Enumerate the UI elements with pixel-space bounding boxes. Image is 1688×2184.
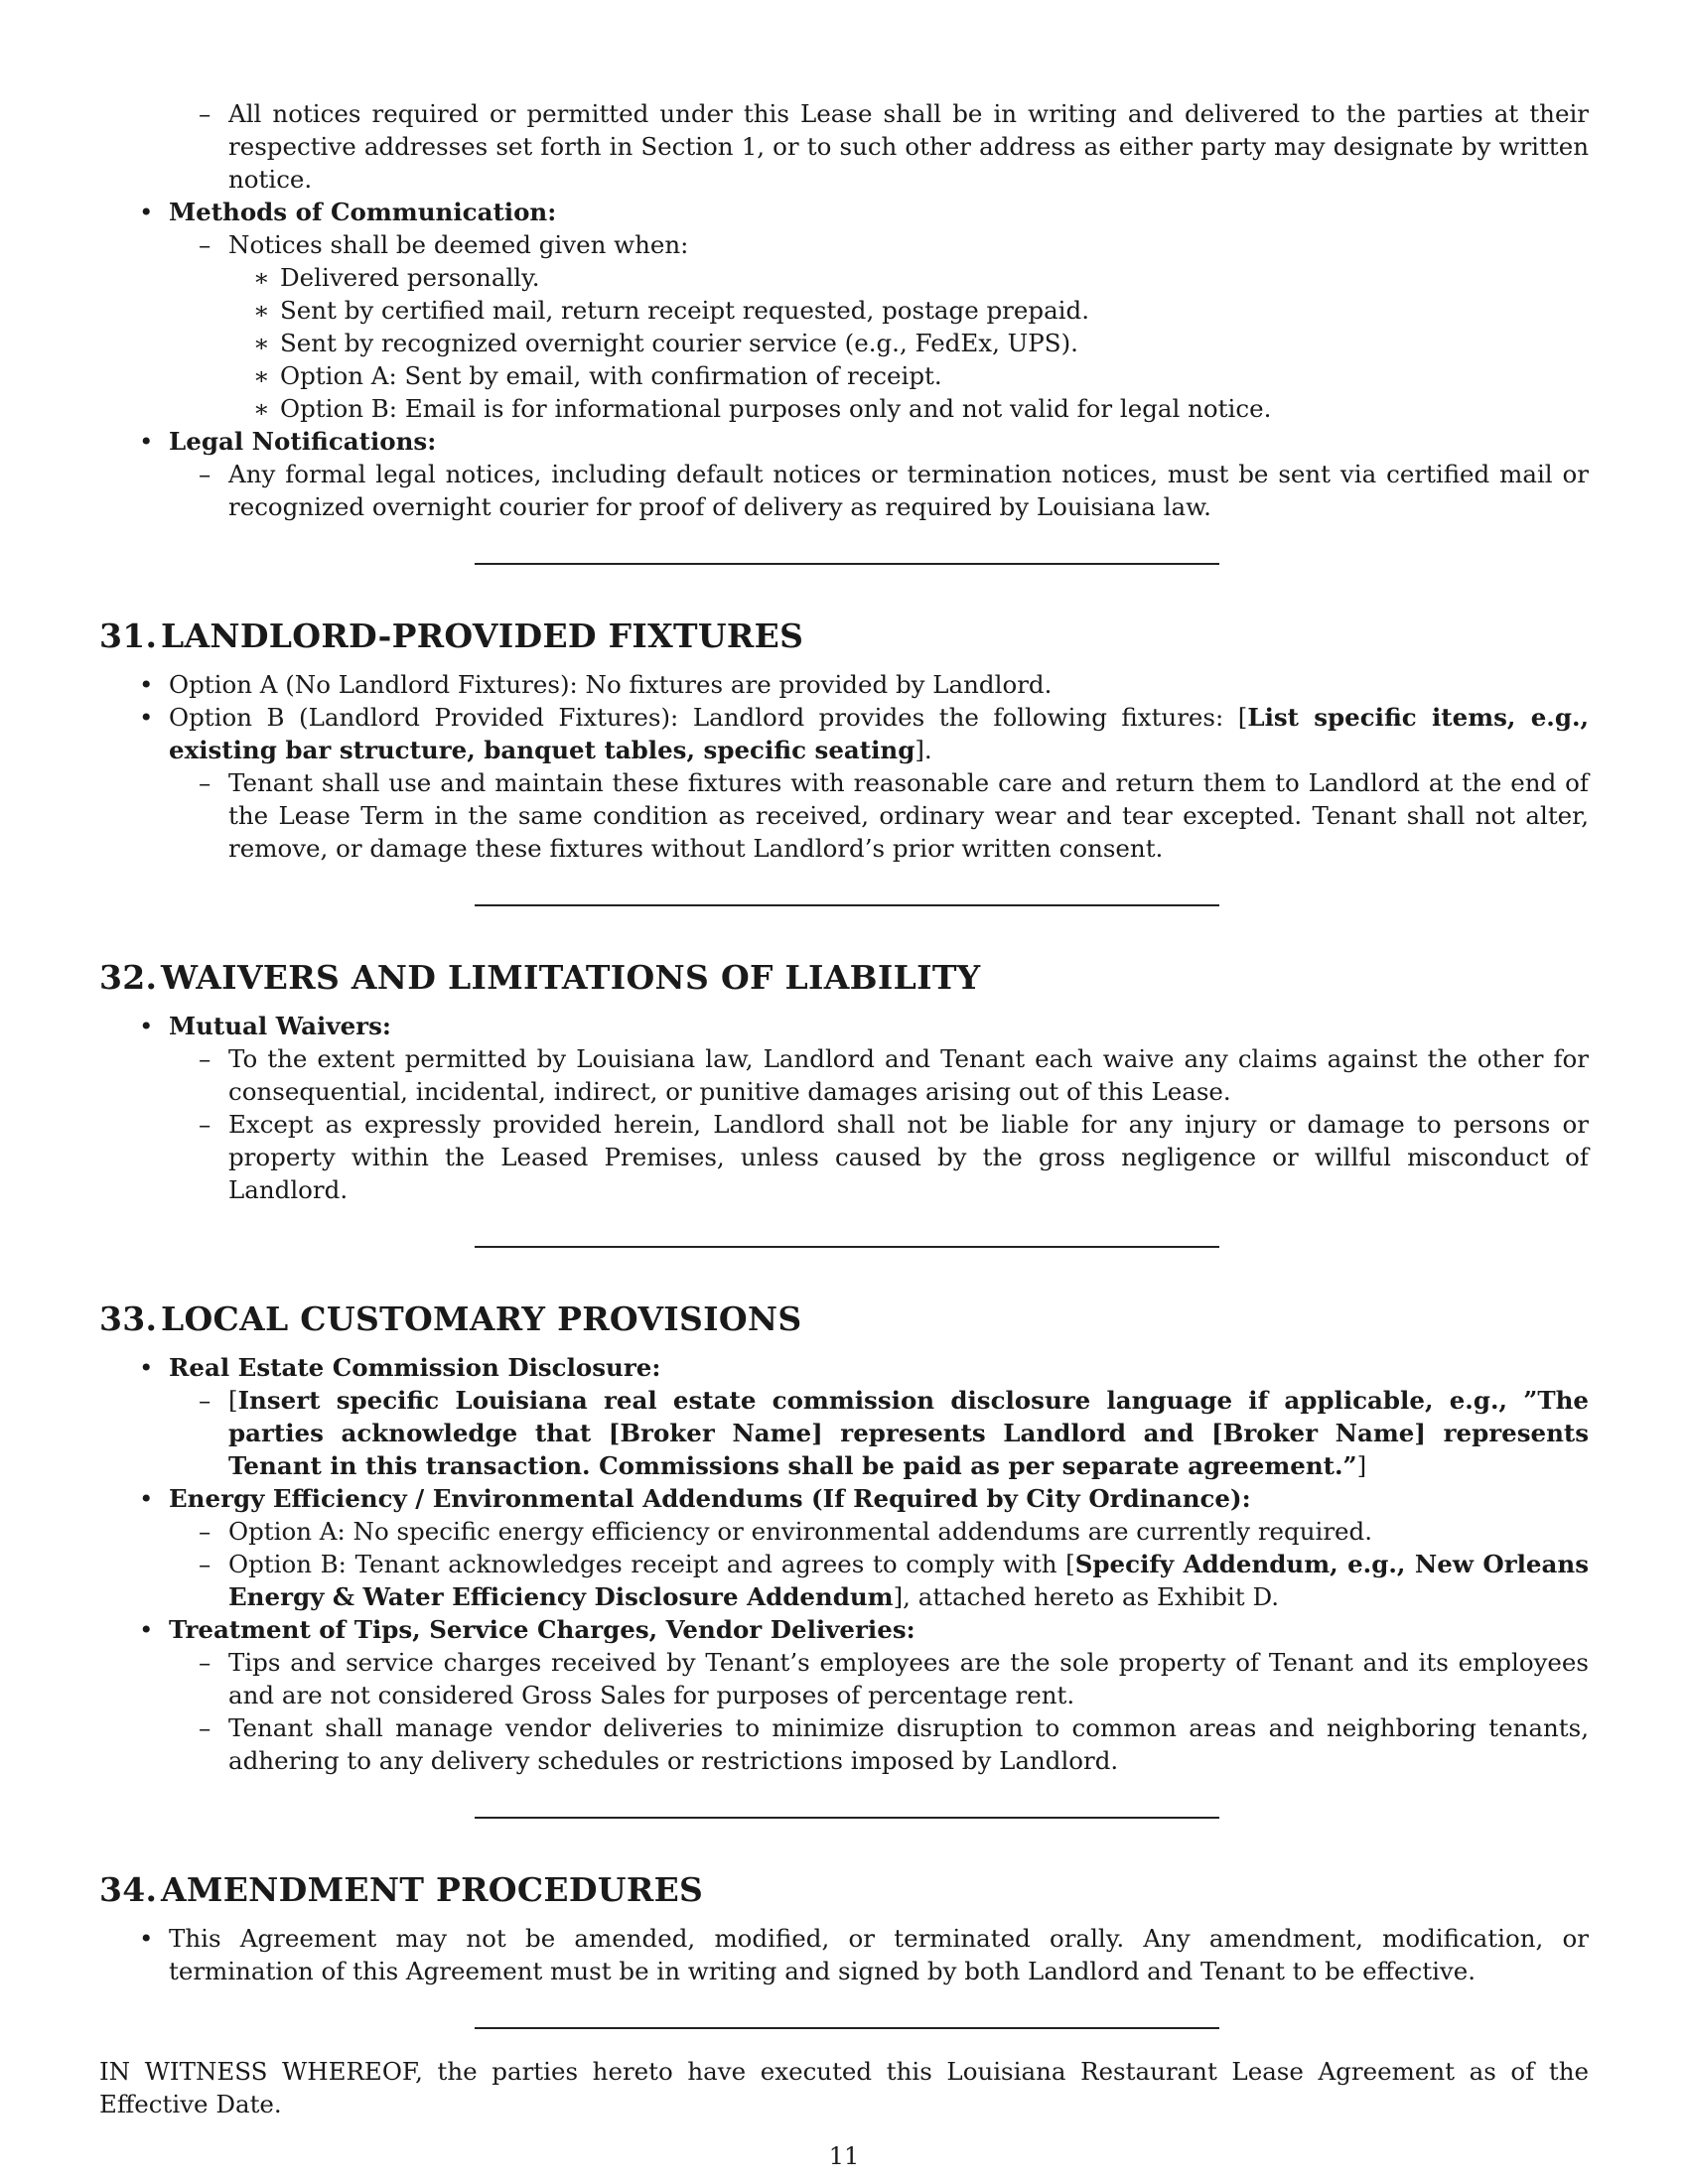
section-divider [475,563,1219,565]
bullet-marker: • [139,1924,154,1953]
list-item [99,294,1589,327]
list-item [99,1042,1589,1108]
list-item [99,458,1589,523]
section-number: 33. [99,1299,158,1338]
tips-heading: Treatment of Tips, Service Charges, Vendor Deliveries: [169,1615,915,1644]
list-item [99,1548,1589,1613]
section-heading-34 [99,1870,1589,1910]
page-number: 11 [828,2142,860,2170]
method-item: Delivered personally. [280,263,540,292]
methods-heading: Methods of Communication: [169,198,557,226]
tips-item: Tenant shall manage vendor deliveries to minimize disruption to common areas and neighboring tenants, adhering to any delivery schedules or restrictions imposed by Landlord. [228,1713,1589,1775]
bullet-marker: • [139,1353,154,1382]
list-item [99,261,1589,294]
star-marker: ∗ [253,394,270,423]
section-number: 34. [99,1870,158,1909]
energy-option-a: Option A: No specific energy efficiency or environmental addendums are currently required. [228,1517,1373,1546]
fixtures-care-text: Tenant shall use and maintain these fixtures with reasonable care and return them to Landlord at the end of the Lease Term in the same condition as received, ordinary wear and tear excepted. Tenant shall not alter, remove, or damage these fixtures without Landlord’s prior written consent. [228,768,1589,863]
list-item [99,1922,1589,1987]
list-item [99,701,1589,766]
list-item [99,1711,1589,1777]
waivers-heading: Mutual Waivers: [169,1012,391,1040]
method-item: Sent by recognized overnight courier service (e.g., FedEx, UPS). [280,329,1078,357]
section-divider [475,1246,1219,1248]
bracket: ] [1356,1451,1367,1480]
list-item [99,766,1589,865]
bullet-marker: • [139,427,154,456]
bracket: [ [228,1386,238,1415]
section-divider [475,904,1219,906]
list-item [99,1515,1589,1548]
section-heading-31 [99,616,1589,656]
section-number: 31. [99,616,158,655]
bullet-marker: • [139,1615,154,1644]
list-item [99,1482,1589,1515]
list-item [99,1108,1589,1206]
dash-marker: – [199,1713,211,1742]
dash-marker: – [199,99,211,128]
methods-intro: Notices shall be deemed given when: [228,230,689,259]
list-item [99,1646,1589,1711]
notice-text: All notices required or permitted under this Lease shall be in writing and delivered to the parties at their respective addresses set forth in Section 1, or to such other address as either party may designate by written notice. [228,99,1589,194]
dash-marker: – [199,1044,211,1073]
dash-marker: – [199,1110,211,1139]
amendment-text: This Agreement may not be amended, modified, or terminated orally. Any amendment, modification, or termination of this Agreement must be in writing and signed by both Landlord and Tenant to be effective. [169,1924,1589,1985]
list-item [99,97,1589,196]
option-a-text: Option A (No Landlord Fixtures): No fixtures are provided by Landlord. [169,670,1053,699]
list-item [99,392,1589,425]
waiver-item: To the extent permitted by Louisiana law, Landlord and Tenant each waive any claims against the other for consequential, incidental, indirect, or punitive damages arising out of this Lease. [228,1044,1589,1106]
star-marker: ∗ [253,263,270,292]
option-b-text: Option B (Landlord Provided Fixtures): Landlord provides the following fixtures: [169,703,1238,732]
dash-marker: – [199,768,211,797]
energy-heading: Energy Efficiency / Environmental Addendums (If Required by City Ordinance): [169,1484,1251,1513]
dash-marker: – [199,1386,211,1415]
section-number: 32. [99,958,158,997]
list-item [99,359,1589,392]
bracket: ]. [914,736,932,764]
section-title: LANDLORD-PROVIDED FIXTURES [161,616,804,655]
star-marker: ∗ [253,329,270,357]
dash-marker: – [199,230,211,259]
legal-heading: Legal Notifications: [169,427,437,456]
option-b-placeholder: List specific items, e.g., existing bar structure, banquet tables, specific seating [169,703,1590,764]
method-item: Option B: Email is for informational purposes only and not valid for legal notice. [280,394,1272,423]
section-title: LOCAL CUSTOMARY PROVISIONS [161,1299,802,1338]
list-item [99,228,1589,261]
commission-placeholder: Insert specific Louisiana real estate commission disclosure language if applicable, e.g., ”The parties acknowledge that [Broker Name] represents Landlord and [Broker Name] represents Tenant in this transaction. Commissions shall be paid as per separate agreement.” [228,1386,1589,1480]
commission-heading: Real Estate Commission Disclosure: [169,1353,661,1382]
bullet-marker: • [139,198,154,226]
star-marker: ∗ [253,296,270,325]
dash-marker: – [199,1550,211,1578]
star-marker: ∗ [253,361,270,390]
list-item [99,327,1589,359]
list-item [99,1010,1589,1042]
section-heading-32 [99,958,1589,998]
bracket: [ [1237,703,1248,732]
bullet-marker: • [139,670,154,699]
method-item: Sent by certified mail, return receipt requested, postage prepaid. [280,296,1089,325]
list-item [99,1613,1589,1646]
section-title: WAIVERS AND LIMITATIONS OF LIABILITY [161,958,981,997]
dash-marker: – [199,460,211,488]
tips-item: Tips and service charges received by Tenant’s employees are the sole property of Tenant and its employees and are not considered Gross Sales for purposes of percentage rent. [228,1648,1589,1709]
bullet-marker: • [139,1012,154,1040]
legal-text: Any formal legal notices, including default notices or termination notices, must be sent via certified mail or recognized overnight courier for proof of delivery as required by Louisiana law. [228,460,1589,521]
list-item [99,668,1589,701]
list-item [99,425,1589,458]
dash-marker: – [199,1517,211,1546]
section-title: AMENDMENT PROCEDURES [161,1870,704,1909]
method-item: Option A: Sent by email, with confirmation of receipt. [280,361,942,390]
list-item [99,196,1589,228]
witness-clause: IN WITNESS WHEREOF, the parties hereto have executed this Louisiana Restaurant Lease Agreement as of the Effective Date. [99,2057,1589,2118]
list-item [99,1384,1589,1482]
section-divider [475,2027,1219,2029]
list-item [99,1351,1589,1384]
energy-placeholder: Specify Addendum, e.g., New Orleans Energy & Water Efficiency Disclosure Addendum [228,1550,1589,1611]
bullet-marker: • [139,703,154,732]
energy-option-b-end: ], attached hereto as Exhibit D. [893,1582,1280,1611]
energy-option-b: Option B: Tenant acknowledges receipt and agrees to comply with [ [228,1550,1075,1578]
dash-marker: – [199,1648,211,1677]
section-divider [475,1817,1219,1819]
section-heading-33 [99,1299,1589,1339]
bullet-marker: • [139,1484,154,1513]
waiver-item: Except as expressly provided herein, Landlord shall not be liable for any injury or damage to persons or property within the Leased Premises, unless caused by the gross negligence or willful misconduct of Landlord. [228,1110,1589,1204]
document-page [99,97,1589,2120]
